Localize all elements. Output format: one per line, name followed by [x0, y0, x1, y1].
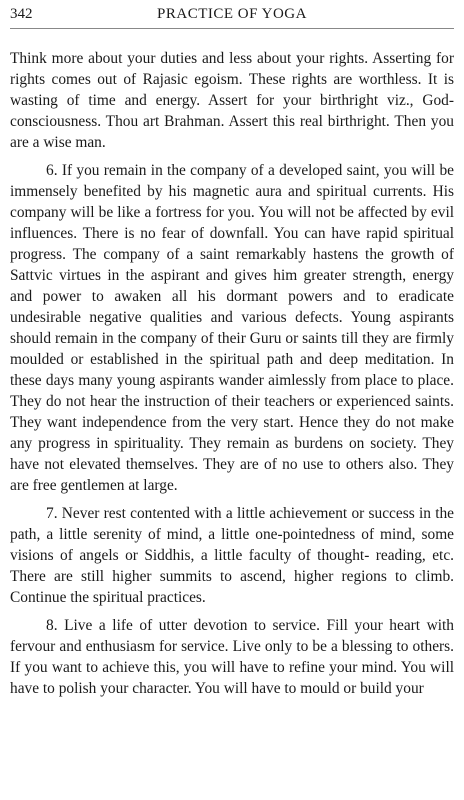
running-head — [10, 4, 454, 24]
page-number: 342 — [10, 6, 33, 22]
paragraph-continuation: Think more about your duties and less about your rights. Asserting for rights comes out of Rajasic egoism. These rights are worthless. It is wasting of time and energy. Assert for your birthright viz., God-consciousness. Thou art Brahman. Assert this real birthright. Then you are a wise man. — [10, 50, 454, 151]
paragraph-point-7: 7. Never rest contented with a little achievement or success in the path, a little serenity of mind, a little one-pointedness of mind, some visions of angels or Siddhis, a little faculty of thought- reading, etc. There are still higher summits to ascend, higher regions to climb. Continue the spiritual practices. — [10, 505, 454, 606]
paragraph-point-8: 8. Live a life of utter devotion to service. Fill your heart with fervour and enthusiasm for service. Live only to be a blessing to others. If you want to achieve this, you will have to refine your mind. You will have to polish your character. You will have to mould or build your — [10, 617, 454, 697]
body-text — [10, 48, 454, 706]
paragraph-point-6: 6. If you remain in the company of a developed saint, you will be immensely benefited by his magnetic aura and spiritual currents. His company will be like a fortress for you. You will not be affected by evil influences. There is no fear of downfall. You can have rapid spiritual progress. The company of a saint remarkably hastens the growth of Sattvic virtues in the aspirant and gives him greater strength, energy and power to awaken all his dormant powers and to eradicate undesirable negative qualities and various defects. Young aspirants should remain in the company of their Guru or saints till they are firmly moulded or established in the spiritual path and deep meditation. In these days many young aspirants wander aimlessly from place to place. They do not hear the instruction of their teachers or experienced saints. They want independence from the very start. Hence they do not make any progress in spirituality. They remain as burdens on society. They have not elevated themselves. They are of no use to others also. They are free gentlemen at large. — [10, 162, 454, 494]
running-title: PRACTICE OF YOGA — [157, 6, 307, 22]
header-rule — [10, 28, 454, 29]
